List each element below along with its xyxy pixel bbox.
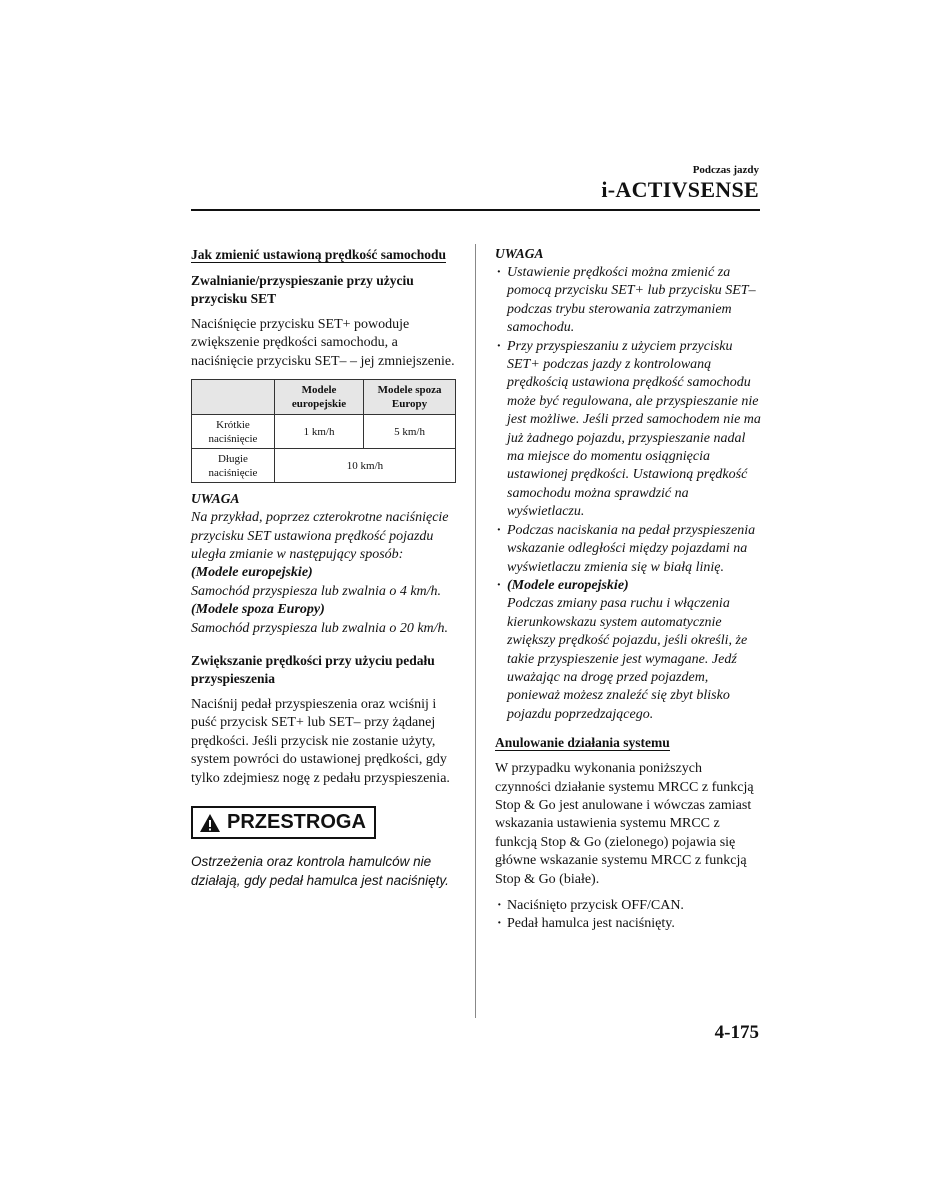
note-eu-label: (Modele europejskie)	[191, 565, 313, 581]
table-row-label-long: Długie naciśnięcie	[192, 449, 275, 483]
table-row-label-short: Krótkie naciśnięcie	[192, 415, 275, 449]
note-eu-label-right: · (Modele europejskie)	[495, 577, 761, 595]
note-eu-text-right: Podczas zmiany pasa ruchu i włączenia kierunkowskazu system automatycznie zwiększy prędkość pojazdu, jeśli określi, że takie przyspieszenie jest wymagane. Jedź uważając na drogę przed pojazdem, ponieważ możesz znaleźć się zbyt blisko pojazdu poprzedzającego.	[507, 596, 748, 722]
note-title: UWAGA	[191, 491, 240, 507]
note-text: Na przykład, poprzez czterokrotne naciśnięcie przycisku SET ustawiona prędkość pojazdu uległa zmianie w następujący sposób:	[191, 510, 449, 563]
note-bullet-item: · Podczas naciskania na pedał przyspieszenia wskazanie odległości między pojazdami na wyświetlaczu zmienia się w białą linię.	[495, 522, 761, 577]
subheading-accelerator: Zwiększanie prędkości przy użyciu pedału przyspieszenia	[191, 653, 435, 687]
header-divider	[191, 209, 760, 211]
section-heading-cancel: Anulowanie działania systemu	[495, 735, 670, 751]
table-header-eu: Modele europejskie	[274, 380, 363, 415]
caution-label-box	[191, 806, 376, 839]
table-corner-cell	[192, 380, 275, 415]
warning-triangle-icon	[199, 813, 221, 833]
paragraph-accelerator: Naciśnij pedał przyspieszenia oraz wciśnij i puść przycisk SET+ lub SET– przy żądanej prędkości. Jeśli przycisk nie zostanie użyty, system powróci do ustawionej prędkości, gdy tylko zdejmiesz nogę z pedału przyspieszenia.	[191, 697, 450, 786]
note-noneu-text: Samochód przyspiesza lub zwalnia o 20 km/h.	[191, 620, 449, 636]
note-title-right: UWAGA	[495, 246, 544, 261]
paragraph-cancel: W przypadku wykonania poniższych czynności działanie systemu MRCC z funkcją Stop & Go jest anulowane i wówczas zamiast wskazania ustawienia systemu MRCC z funkcją Stop & Go (zielonego) pojawia się główne wskazanie systemu MRCC z funkcją Stop & Go (białe).	[495, 761, 754, 887]
column-divider	[475, 244, 476, 1018]
table-header-noneu: Modele spoza Europy	[364, 380, 456, 415]
page-title: i-ACTIVSENSE	[601, 177, 759, 202]
note-bullet-item: · Przy przyspieszaniu z użyciem przycisku SET+ podczas jazdy z kontrolowaną prędkością ustawiona prędkość samochodu może być regulowana, ale przyspieszanie nie jest możliwe. Jeśli przed samochodem nie ma już żadnego pojazdu, przyspieszanie nadal ma miejsce do momentu osiągnięcia ustawionej prędkości. Ustawioną prędkość samochodu można sprawdzić na wyświetlaczu.	[495, 338, 761, 522]
page-number: 4-175	[714, 1022, 759, 1043]
note-eu-text: Samochód przyspiesza lub zwalnia o 4 km/h.	[191, 583, 442, 599]
subheading-set-button: Zwalnianie/przyspieszanie przy użyciu przycisku SET	[191, 273, 414, 306]
caution-label: PRZESTROGA	[227, 811, 366, 834]
caution-text: Ostrzeżenia oraz kontrola hamulców nie działają, gdy pedał hamulca jest naciśnięty.	[191, 854, 449, 888]
table-cell-long: 10 km/h	[274, 449, 455, 483]
paragraph-set-button: Naciśnięcie przycisku SET+ powoduje zwiększenie prędkości samochodu, a naciśnięcie przycisku SET– – jej zmniejszenie.	[191, 317, 455, 369]
table-cell-short-eu: 1 km/h	[274, 415, 363, 449]
left-column	[191, 246, 456, 890]
section-label: Podczas jazdy	[692, 164, 759, 176]
table-cell-short-noneu: 5 km/h	[364, 415, 456, 449]
note-bullet-item: · Ustawienie prędkości można zmienić za pomocą przycisku SET+ lub przycisku SET– podczas trybu sterowania zatrzymaniem samochodu.	[495, 264, 761, 338]
speed-change-table	[191, 379, 456, 483]
section-heading: Jak zmienić ustawioną prędkość samochodu	[191, 247, 447, 262]
cancel-list-item: · Pedał hamulca jest naciśnięty.	[495, 915, 761, 933]
right-column	[495, 246, 761, 934]
note-noneu-label: (Modele spoza Europy)	[191, 602, 325, 618]
cancel-list-item: · Naciśnięto przycisk OFF/CAN.	[495, 897, 761, 915]
